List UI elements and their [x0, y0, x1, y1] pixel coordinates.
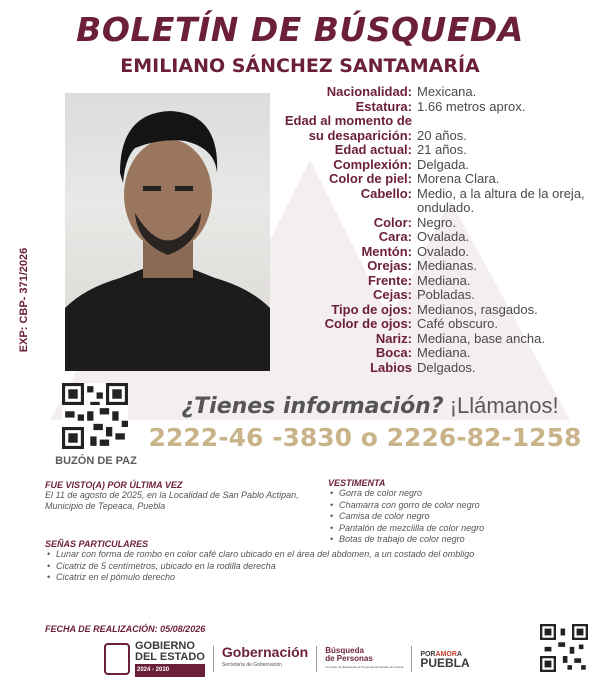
person-photo-silhouette: [65, 93, 270, 371]
contact-phones: [145, 423, 585, 452]
detail-hair-color: Color: Negro.: [373, 214, 457, 230]
por-amor-a-puebla-logo: PORAMORA PUEBLA: [420, 651, 470, 670]
marks-heading: SEÑAS PARTICULARES: [45, 539, 149, 549]
detail-forehead: Frente: Mediana.: [367, 272, 471, 288]
marks-list: [45, 549, 575, 584]
detail-age-at-disappearance: Edad al momento de su desaparición: 20 años.: [284, 113, 467, 143]
detail-ears: Orejas: Medianas.: [367, 258, 477, 273]
creation-date: FECHA DE REALIZACIÓN: 05/08/2026: [45, 624, 206, 634]
bulletin-title: BOLETÍN DE BÚSQUEDA: [76, 10, 524, 49]
phone-separator: o: [360, 423, 378, 452]
detail-nose: Nariz: Mediana, base ancha.: [375, 330, 545, 346]
detail-eyebrows: Cejas: Pobladas.: [372, 287, 475, 302]
distinguishing-marks-section: [45, 539, 575, 584]
detail-mouth: Boca: Mediana.: [375, 345, 471, 360]
list-item: • Cicatriz en el pómulo derecho: [45, 572, 575, 584]
physical-details: [274, 85, 594, 375]
detail-skin-color: Color de piel: Morena Clara.: [328, 171, 500, 186]
person-name: EMILIANO SÁNCHEZ SANTAMARÍA: [120, 55, 480, 77]
list-item: • Botas de trabajo de color negro: [328, 534, 588, 546]
detail-eye-color: Color de ojos: Café obscuro.: [324, 316, 498, 331]
file-number: EXP: CBP- 371/2026: [18, 247, 30, 353]
list-item: • Cicatriz de 5 centímetros, ubicado en la rodilla derecha: [45, 561, 575, 573]
detail-current-age: Edad actual: 21 años.: [334, 142, 467, 157]
list-item: • Chamarra con gorro de color negro: [328, 500, 588, 512]
state-seal-icon: [104, 643, 130, 675]
last-seen-text: El 11 de agosto de 2025, en la Localidad de San Pablo Actipan, Municipio de Tepeaca, Puebla: [45, 490, 299, 511]
clothing-heading: VESTIMENTA: [328, 478, 386, 488]
detail-chin: Mentón: Ovalado.: [361, 243, 470, 259]
last-seen-section: [45, 480, 305, 512]
detail-lips: Labios Delgados.: [370, 359, 476, 375]
detail-build: Complexión: Delgada.: [333, 156, 470, 172]
detail-face: Cara: Ovalada.: [378, 229, 470, 244]
detail-nationality: Nacionalidad: Mexicana.: [326, 84, 477, 99]
list-item: • Camisa de color negro: [328, 511, 588, 523]
clothing-section: [328, 478, 588, 546]
last-seen-heading: FUE VISTO(A) POR ÚLTIMA VEZ: [45, 480, 183, 490]
footer-divider: [316, 646, 317, 672]
phone-2[interactable]: 2226-82-1258: [386, 423, 582, 452]
qr-code-footer[interactable]: [540, 624, 588, 672]
list-item: • Lunar con forma de rombo en color café claro ubicado en el área del abdomen, a un costado del ombligo: [45, 549, 575, 561]
contact-call: ¡Llámanos!: [449, 393, 559, 418]
footer-logos: [104, 640, 470, 678]
detail-height: Estatura: 1.66 metros aprox.: [355, 98, 526, 114]
detail-eye-type: Tipo de ojos: Medianos, rasgados.: [331, 301, 538, 317]
footer-divider: [213, 646, 214, 672]
footer-divider: [411, 646, 412, 672]
gobernacion-logo: Gobernación Secretaría de Gobernación: [221, 644, 309, 668]
contact-prompt: [145, 393, 595, 419]
phone-1[interactable]: 2222-46 -3830: [148, 423, 353, 452]
busqueda-logo: Búsqueda de Personas Comisión de Búsqueda de Personas del Estado de Puebla: [325, 646, 404, 669]
contact-question: ¿Tienes información?: [181, 394, 444, 419]
qr-code-buzon[interactable]: [62, 383, 128, 449]
buzon-de-paz-label: BUZÓN DE PAZ: [55, 455, 137, 467]
detail-hair: Cabello: Medio, a la altura de la oreja, ondulado.: [360, 185, 585, 215]
clothing-list: [328, 488, 588, 546]
person-photo: [65, 93, 270, 371]
gobierno-logo: GOBIERNO DEL ESTADO 2024 - 2030: [135, 641, 205, 677]
list-item: • Pantalón de mezclilla de color negro: [328, 523, 588, 535]
list-item: • Gorra de color negro: [328, 488, 588, 500]
